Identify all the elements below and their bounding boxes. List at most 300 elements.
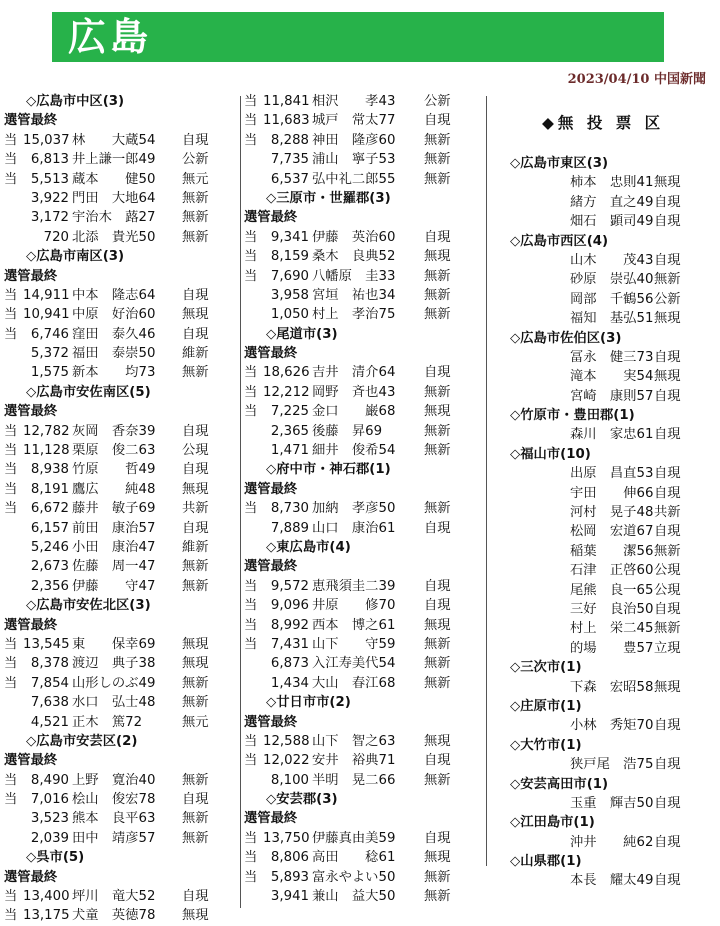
district-heading: ◇福山市(10)	[510, 446, 591, 462]
party-status: 無新	[182, 229, 209, 245]
candidate-row	[506, 464, 716, 483]
party-status: 自現	[654, 194, 681, 210]
party-status: 自現	[182, 462, 209, 478]
candidate-row	[4, 480, 236, 499]
candidate-row	[244, 170, 476, 189]
candidate-name: 緒方 直之49	[570, 194, 654, 210]
candidate-name: 柿本 忠則41	[570, 175, 654, 191]
candidate-row	[4, 499, 236, 518]
elected-mark: 当	[4, 171, 18, 187]
candidate-name: 出原 昌直53	[570, 466, 654, 482]
district-heading: ◇安芸高田市(1)	[510, 776, 609, 792]
elected-mark	[4, 829, 23, 848]
vote-count: 1,050	[270, 307, 309, 323]
party-status: 自現	[182, 326, 209, 342]
elected-mark: 当	[244, 501, 258, 517]
vote-count: 7,889	[270, 520, 309, 536]
results-column-1	[4, 92, 236, 926]
party-status: 無新	[654, 621, 681, 637]
candidate-name: 相沢 孝43	[312, 94, 396, 109]
candidate-name: 門田 大地64	[72, 190, 156, 206]
party-status: 無新	[182, 210, 209, 226]
party-status: 自現	[654, 388, 681, 404]
candidate-name: 金口 巌68	[312, 404, 396, 420]
party-status: 自現	[654, 427, 681, 443]
district-heading: ◇庄原市(1)	[510, 698, 582, 714]
party-status: 無新	[424, 889, 451, 905]
vote-count: 13,750	[263, 830, 310, 846]
vote-count: 720	[43, 229, 69, 245]
elected-mark: 当	[4, 636, 18, 652]
party-status: 無新	[182, 559, 209, 575]
party-status: 無現	[182, 481, 209, 497]
party-status: 無元	[182, 171, 209, 187]
elected-mark: 当	[4, 132, 18, 148]
vote-count: 5,513	[30, 171, 69, 187]
elected-mark	[4, 344, 23, 363]
party-status: 無新	[424, 307, 451, 323]
district-heading: ◇広島市東区(3)	[510, 156, 609, 171]
vote-count: 7,735	[270, 152, 309, 168]
vote-count: 10,941	[23, 307, 70, 323]
candidate-name: 尾熊 良一65	[570, 582, 654, 598]
candidate-name: 竹原 哲49	[72, 462, 156, 478]
candidate-row	[4, 538, 236, 557]
party-status: 自現	[424, 113, 451, 129]
party-status: 維新	[182, 346, 209, 362]
candidate-row	[4, 829, 236, 848]
candidate-name: 蔵本 健50	[72, 171, 156, 187]
candidate-row	[244, 267, 476, 286]
vote-count: 3,922	[30, 190, 69, 206]
candidate-name: 田中 靖彦57	[72, 830, 156, 846]
candidate-row	[506, 619, 716, 638]
candidate-name: 的場 豊57	[570, 640, 654, 656]
party-status: 自現	[654, 601, 681, 617]
elected-mark: 当	[244, 229, 258, 245]
district-heading: ◇竹原市・豊田郡(1)	[510, 408, 635, 424]
candidate-row	[244, 422, 476, 441]
vote-count: 12,022	[263, 753, 310, 769]
party-status: 自現	[424, 753, 451, 769]
vote-count: 11,128	[23, 443, 70, 459]
candidate-row	[4, 305, 236, 324]
candidate-row	[4, 344, 236, 363]
elected-mark	[244, 519, 263, 538]
elected-mark	[244, 286, 263, 305]
candidate-row	[506, 251, 716, 270]
candidate-row	[4, 189, 236, 208]
vote-count: 7,016	[30, 792, 69, 808]
district-heading: ◇府中市・神石郡(1)	[266, 462, 391, 478]
vote-count: 8,730	[270, 501, 309, 517]
candidate-name: 渡辺 典子38	[72, 656, 156, 672]
district-heading: ◇広島市安芸区(2)	[26, 733, 138, 749]
party-status: 共新	[654, 505, 681, 521]
elected-mark	[244, 674, 263, 693]
candidate-row	[506, 794, 716, 813]
candidate-row	[506, 755, 716, 774]
candidate-name: 三好 良治50	[570, 601, 654, 617]
vote-count: 15,037	[23, 132, 70, 148]
candidate-name: 吉井 清介64	[312, 365, 396, 381]
vote-count: 4,521	[30, 714, 69, 730]
party-status: 自現	[654, 252, 681, 268]
elected-mark	[244, 441, 263, 460]
candidate-name: 林 大蔵54	[72, 132, 156, 148]
candidate-name: 福知 基弘51	[570, 311, 654, 327]
candidate-name: 畑石 顕司49	[570, 214, 654, 230]
vote-count: 14,911	[23, 287, 70, 303]
elected-mark: 当	[4, 462, 18, 478]
elected-mark: 当	[244, 94, 258, 109]
elected-mark: 当	[4, 908, 18, 924]
candidate-row	[4, 228, 236, 247]
candidate-row	[4, 654, 236, 673]
elected-mark: 当	[4, 792, 18, 808]
candidate-name: 沖井 純62	[570, 834, 654, 850]
party-status: 公新	[654, 291, 681, 307]
party-status: 公新	[424, 94, 451, 109]
party-status: 無新	[182, 365, 209, 381]
vote-count: 5,372	[30, 346, 69, 362]
party-status: 無新	[654, 543, 681, 559]
district-heading: ◇廿日市市(2)	[266, 695, 351, 711]
candidate-row	[244, 732, 476, 751]
candidate-name: 福田 泰崇50	[72, 346, 156, 362]
party-status: 無元	[182, 714, 209, 730]
party-status: 自現	[424, 578, 451, 594]
party-status: 自現	[182, 792, 209, 808]
party-status: 自現	[182, 423, 209, 439]
candidate-name: 玉重 輝吉50	[570, 795, 654, 811]
party-status: 無現	[654, 369, 681, 385]
candidate-name: 大山 春江68	[312, 675, 396, 691]
party-status: 自現	[424, 365, 451, 381]
candidate-name: 石津 正啓60	[570, 563, 654, 579]
party-status: 自現	[182, 287, 209, 303]
candidate-name: 鷹広 純48	[72, 481, 156, 497]
vote-count: 8,191	[30, 481, 69, 497]
candidate-name: 山口 康治61	[312, 520, 396, 536]
party-status: 自現	[654, 757, 681, 773]
party-status: 無新	[424, 675, 451, 691]
candidate-row	[4, 713, 236, 732]
candidate-name: 山下 守59	[312, 636, 396, 652]
candidate-row	[4, 519, 236, 538]
party-status: 無現	[424, 249, 451, 265]
candidate-row	[244, 305, 476, 324]
party-status: 自現	[654, 349, 681, 365]
candidate-row	[506, 425, 716, 444]
elected-mark	[4, 189, 23, 208]
candidate-row	[244, 635, 476, 654]
elected-mark: 当	[244, 365, 258, 381]
vote-count: 8,806	[270, 850, 309, 866]
candidate-row	[4, 906, 236, 925]
candidate-row	[506, 833, 716, 852]
candidate-row	[244, 751, 476, 770]
elected-mark: 当	[4, 889, 18, 905]
elected-mark: 当	[4, 656, 18, 672]
vote-count: 11,841	[263, 94, 310, 109]
elected-mark: 当	[244, 132, 258, 148]
party-status: 無新	[424, 268, 451, 284]
elected-mark	[4, 538, 23, 557]
candidate-name: 恵飛須圭二39	[312, 578, 396, 594]
candidate-name: 伊藤 守47	[72, 578, 156, 594]
candidate-row	[244, 654, 476, 673]
candidate-name: 正木 篤72	[72, 714, 143, 730]
district-heading: ◇広島市中区(3)	[26, 94, 125, 109]
elected-mark	[244, 887, 263, 906]
candidate-row	[4, 557, 236, 576]
candidate-name: 村上 栄二45	[570, 621, 654, 637]
party-status: 立現	[654, 640, 681, 656]
candidate-row	[506, 639, 716, 658]
elected-mark	[244, 422, 263, 441]
party-status: 自現	[424, 229, 451, 245]
party-status: 無現	[182, 307, 209, 323]
elected-mark: 当	[244, 733, 258, 749]
candidate-name: 犬童 英徳78	[72, 908, 156, 924]
candidate-row	[244, 131, 476, 150]
vote-count: 7,638	[30, 695, 69, 711]
candidate-name: 安井 裕典71	[312, 753, 396, 769]
party-status: 無現	[424, 733, 451, 749]
party-status: 自現	[182, 889, 209, 905]
candidate-name: 井上謙一郎49	[72, 152, 156, 168]
final-count-label: 選管最終	[244, 559, 298, 575]
elected-mark: 当	[244, 384, 258, 400]
elected-mark	[4, 228, 23, 247]
candidate-row	[506, 212, 716, 231]
candidate-name: 中原 好治60	[72, 307, 156, 323]
party-status: 無新	[424, 384, 451, 400]
candidate-name: 弘中礼二郎55	[312, 171, 396, 187]
vote-count: 9,096	[270, 598, 309, 614]
candidate-name: 水口 弘士48	[72, 695, 156, 711]
elected-mark: 当	[4, 326, 18, 342]
candidate-row	[244, 519, 476, 538]
candidate-name: 桧山 俊宏78	[72, 792, 156, 808]
candidate-row	[4, 790, 236, 809]
district-heading: ◇広島市西区(4)	[510, 233, 609, 249]
candidate-row	[506, 716, 716, 735]
candidate-row	[506, 581, 716, 600]
candidate-row	[244, 848, 476, 867]
vote-count: 1,434	[270, 675, 309, 691]
party-status: 無新	[424, 171, 451, 187]
elected-mark: 当	[4, 307, 18, 323]
vote-count: 7,225	[270, 404, 309, 420]
party-status: 無現	[182, 656, 209, 672]
elected-mark: 当	[4, 443, 18, 459]
elected-mark: 当	[244, 753, 258, 769]
candidate-row	[506, 871, 716, 890]
final-count-label: 選管最終	[244, 346, 298, 362]
district-heading: ◇山県郡(1)	[510, 854, 582, 870]
party-status: 無新	[424, 656, 451, 672]
party-status: 無現	[182, 908, 209, 924]
candidate-row	[244, 616, 476, 635]
candidate-row	[506, 367, 716, 386]
vote-count: 3,958	[270, 287, 309, 303]
candidate-row	[506, 600, 716, 619]
candidate-row	[244, 383, 476, 402]
party-status: 無新	[182, 675, 209, 691]
candidate-name: 岡部 千鶴56	[570, 291, 654, 307]
vote-count: 6,672	[30, 501, 69, 517]
candidate-row	[4, 809, 236, 828]
party-status: 自現	[424, 598, 451, 614]
party-status: 無新	[182, 811, 209, 827]
candidate-name: 小林 秀矩70	[570, 718, 654, 734]
district-heading: ◇広島市安佐南区(5)	[26, 384, 151, 400]
district-heading: ◇大竹市(1)	[510, 737, 582, 753]
party-status: 自現	[654, 214, 681, 230]
candidate-row	[244, 674, 476, 693]
district-heading: ◇尾道市(3)	[266, 326, 338, 342]
candidate-row	[4, 170, 236, 189]
vote-count: 5,893	[270, 869, 309, 885]
candidate-row	[244, 887, 476, 906]
candidate-row	[506, 270, 716, 289]
elected-mark: 当	[4, 772, 18, 788]
vote-count: 6,873	[270, 656, 309, 672]
candidate-name: 本長 耀太49	[570, 873, 654, 889]
candidate-row	[244, 577, 476, 596]
party-status: 自現	[424, 830, 451, 846]
candidate-row	[506, 173, 716, 192]
party-status: 自現	[182, 132, 209, 148]
district-heading: ◇三原市・世羅郡(3)	[266, 190, 391, 206]
candidate-name: 栗原 俊二63	[72, 443, 156, 459]
candidate-name: 桑木 良典52	[312, 249, 396, 265]
candidate-name: 伊藤 英治60	[312, 229, 396, 245]
candidate-name: 宮崎 康則57	[570, 388, 654, 404]
vote-count: 2,039	[30, 830, 69, 846]
party-status: 自現	[424, 520, 451, 536]
candidate-name: 北添 貴光50	[72, 229, 156, 245]
vote-count: 1,471	[270, 443, 309, 459]
candidate-name: 八幡原 圭33	[312, 268, 396, 284]
candidate-name: 熊本 良平63	[72, 811, 156, 827]
candidate-name: 佐藤 周一47	[72, 559, 156, 575]
candidate-row	[244, 286, 476, 305]
candidate-row	[506, 387, 716, 406]
vote-count: 7,854	[30, 675, 69, 691]
elected-mark: 当	[244, 830, 258, 846]
candidate-row	[506, 484, 716, 503]
candidate-row	[244, 402, 476, 421]
candidate-name: 浦山 寧子53	[312, 152, 396, 168]
candidate-name: 稲葉 潔56	[570, 543, 654, 559]
candidate-row	[4, 363, 236, 382]
candidate-row	[4, 150, 236, 169]
vote-count: 7,431	[270, 636, 309, 652]
party-status: 無現	[654, 175, 681, 191]
candidate-name: 伊藤真由美59	[312, 830, 396, 846]
elected-mark: 当	[244, 636, 258, 652]
elected-mark	[4, 713, 23, 732]
party-status: 無新	[424, 501, 451, 517]
results-column-2	[244, 92, 476, 906]
candidate-row	[506, 309, 716, 328]
elected-mark: 当	[244, 617, 258, 633]
party-status: 公現	[182, 443, 209, 459]
party-status: 無新	[182, 695, 209, 711]
candidate-row	[244, 92, 476, 111]
vote-count: 6,746	[30, 326, 69, 342]
elected-mark: 当	[244, 404, 258, 420]
candidate-name: 滝本 実54	[570, 369, 654, 385]
elected-mark	[244, 771, 263, 790]
vote-count: 13,175	[23, 908, 70, 924]
vote-count: 2,356	[30, 578, 69, 594]
elected-mark: 当	[4, 423, 18, 439]
candidate-name: 松岡 宏道67	[570, 524, 654, 540]
candidate-name: 砂原 崇弘40	[570, 272, 654, 288]
candidate-row	[244, 111, 476, 130]
candidate-name: 半明 晃二66	[312, 772, 396, 788]
elected-mark	[244, 150, 263, 169]
elected-mark: 当	[244, 249, 258, 265]
party-status: 自現	[654, 718, 681, 734]
vote-count: 3,941	[270, 889, 309, 905]
candidate-row	[244, 829, 476, 848]
candidate-name: 宇治木 蕗27	[72, 210, 156, 226]
candidate-name: 山下 智之63	[312, 733, 396, 749]
vote-count: 12,212	[263, 384, 310, 400]
elected-mark: 当	[244, 869, 258, 885]
vote-count: 2,365	[270, 423, 309, 439]
elected-mark	[4, 693, 23, 712]
vote-count: 6,157	[30, 520, 69, 536]
district-heading: ◇三次市(1)	[510, 660, 582, 676]
final-count-label: 選管最終	[244, 210, 298, 226]
party-status: 無新	[182, 190, 209, 206]
elected-mark	[244, 170, 263, 189]
party-status: 無新	[182, 830, 209, 846]
candidate-name: 富永やよい50	[312, 869, 396, 885]
vote-count: 6,813	[30, 152, 69, 168]
party-status: 無新	[424, 132, 451, 148]
candidate-row	[244, 771, 476, 790]
uncontested-column	[506, 92, 716, 891]
candidate-row	[4, 422, 236, 441]
vote-count: 18,626	[263, 365, 310, 381]
party-status: 無新	[424, 869, 451, 885]
vote-count: 3,172	[30, 210, 69, 226]
final-count-label: 選管最終	[4, 869, 58, 885]
candidate-row	[506, 503, 716, 522]
candidate-name: 上野 寛治40	[72, 772, 156, 788]
elected-mark	[4, 577, 23, 596]
candidate-row	[4, 441, 236, 460]
elected-mark	[4, 557, 23, 576]
district-heading: ◇広島市南区(3)	[26, 249, 125, 265]
party-status: 無新	[182, 578, 209, 594]
final-count-label: 選管最終	[4, 617, 58, 633]
candidate-name: 神田 隆彦60	[312, 132, 396, 148]
vote-count: 9,572	[270, 578, 309, 594]
final-count-label: 選管最終	[244, 481, 298, 497]
elected-mark	[244, 654, 263, 673]
candidate-name: 後藤 昇69	[312, 423, 383, 439]
candidate-row	[4, 325, 236, 344]
party-status: 無新	[424, 287, 451, 303]
